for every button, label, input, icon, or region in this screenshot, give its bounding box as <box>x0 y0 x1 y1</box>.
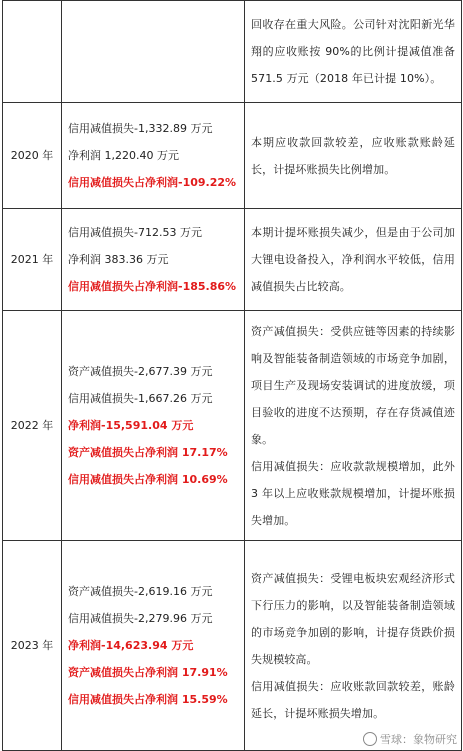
description-cell <box>245 311 462 541</box>
metrics-cell <box>62 209 245 311</box>
highlight-metric: 净利润-15,591.04 万元 <box>68 418 194 432</box>
description-cell <box>245 209 462 311</box>
table-row <box>3 311 462 541</box>
metric-line: 信用减值损失-1,332.89 万元 <box>68 121 213 135</box>
metrics-cell <box>62 103 245 209</box>
highlight-metric: 资产减值损失占净利润 17.17% <box>68 446 228 460</box>
metric-line: 信用减值损失-712.53 万元 <box>68 225 202 239</box>
table-row <box>3 541 462 751</box>
metric-line: 净利润 383.36 万元 <box>68 252 169 266</box>
impairment-table <box>2 0 462 751</box>
description-paragraph: 资产减值损失：受锂电板块宏观经济形式下行压力的影响，以及智能装备制造领域的市场竞争加剧的影响，计提存货跌价损失规模较高。 <box>251 571 455 666</box>
metrics-cell <box>62 311 245 541</box>
year-cell: 2020 年 <box>3 103 62 209</box>
description-paragraph: 信用减值损失：应收账款回款较差，账龄延长，计提坏账损失增加。 <box>251 679 455 720</box>
snowball-logo-icon <box>363 732 377 746</box>
highlight-metric: 信用减值损失占净利润-185.86% <box>68 280 237 294</box>
description-paragraph: 信用减值损失：应收款款规模增加，此外 3 年以上应收账款规模增加，计提坏账损失增加。 <box>251 459 455 527</box>
table-row <box>3 103 462 209</box>
metric-line: 资产减值损失-2,677.39 万元 <box>68 364 213 378</box>
metric-line: 净利润 1,220.40 万元 <box>68 148 179 162</box>
watermark-text: 雪球：象物研究 <box>380 733 457 746</box>
metrics-cell <box>62 1 245 103</box>
description-paragraph: 资产减值损失：受供应链等因素的持续影响及智能装备制造领域的市场竞争加剧，项目生产及现场安装调试的进度放缓，项目验收的进度不达预期，存在存货减值迹象。 <box>251 324 455 446</box>
highlight-metric: 资产减值损失占净利润 17.91% <box>68 666 228 680</box>
description-cell <box>245 103 462 209</box>
year-cell <box>3 1 62 103</box>
year-cell: 2022 年 <box>3 311 62 541</box>
table-row <box>3 1 462 103</box>
metrics-cell <box>62 541 245 751</box>
metric-line: 资产减值损失-2,619.16 万元 <box>68 584 213 598</box>
highlight-metric: 信用减值损失占净利润 15.59% <box>68 693 228 707</box>
watermark <box>363 731 457 747</box>
highlight-metric: 信用减值损失占净利润 10.69% <box>68 473 228 487</box>
metric-line: 信用减值损失-2,279.96 万元 <box>68 611 213 625</box>
description-paragraph: 本期应收款回款较差，应收账款账龄延长，计提坏账损失比例增加。 <box>251 135 455 176</box>
description-cell <box>245 1 462 103</box>
description-paragraph: 本期计提坏账损失减少，但是由于公司加大锂电设备投入，净利润水平较低，信用减值损失占比较高。 <box>251 226 455 293</box>
description-paragraph: 回收存在重大风险。公司针对沈阳新光华翔的应收账按 90%的比例计提减值准备 571.5 万元（2018 年已计提 10%）。 <box>251 18 455 85</box>
table-row <box>3 209 462 311</box>
year-cell: 2023 年 <box>3 541 62 751</box>
highlight-metric: 信用减值损失占净利润-109.22% <box>68 176 237 190</box>
description-cell <box>245 541 462 751</box>
metric-line: 信用减值损失-1,667.26 万元 <box>68 391 213 405</box>
highlight-metric: 净利润-14,623.94 万元 <box>68 638 194 652</box>
year-cell: 2021 年 <box>3 209 62 311</box>
